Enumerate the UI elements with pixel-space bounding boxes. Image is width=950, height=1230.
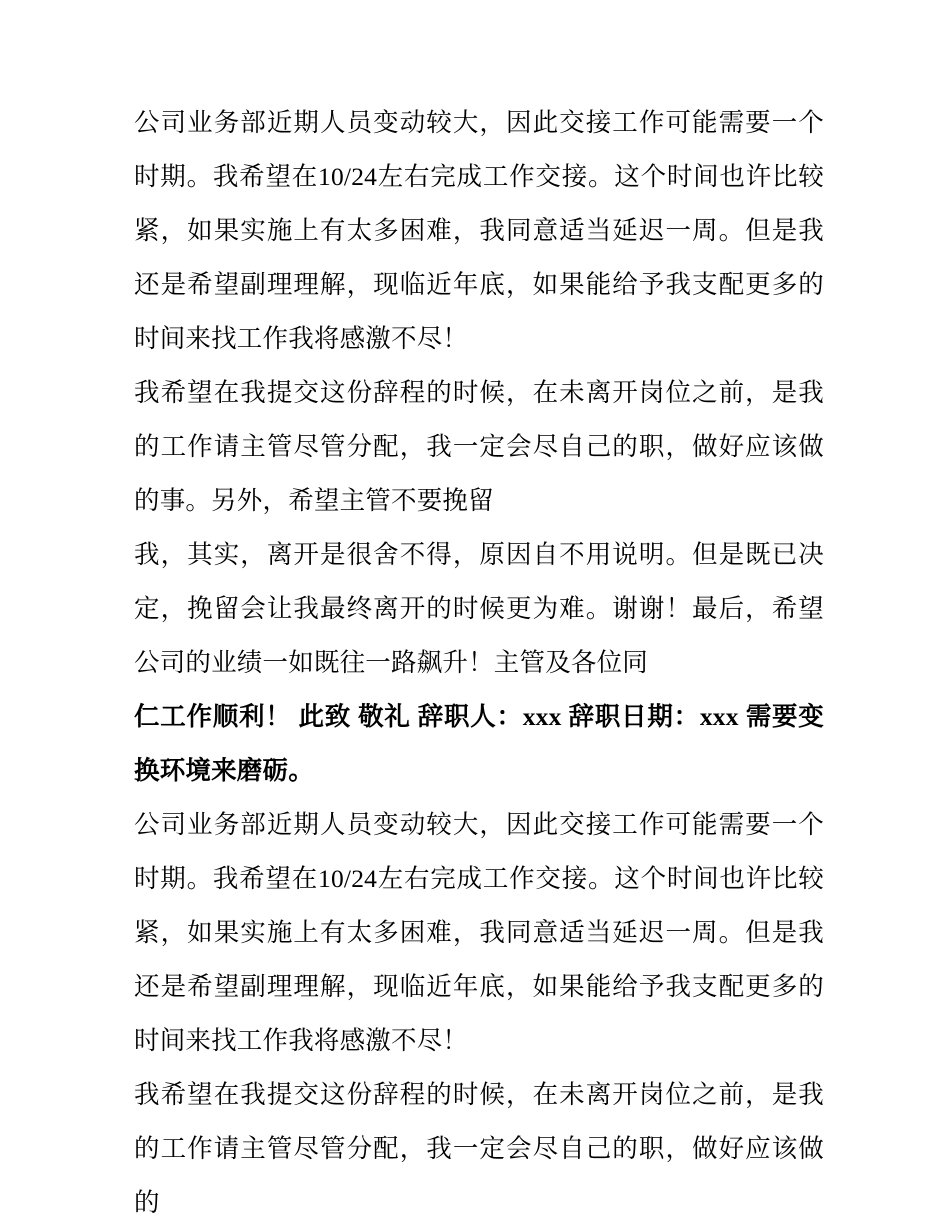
paragraph: 我，其实，离开是很舍不得，原因自不用说明。但是既已决定，挽留会让我最终离开的时候更为难。谢谢！最后，希望公司的业绩一如既往一路飙升！主管及各位同	[134, 540, 824, 677]
document-body	[134, 96, 824, 1230]
paragraph: 公司业务部近期人员变动较大，因此交接工作可能需要一个时期。我希望在10/24左右完成工作交接。这个时间也许比较紧，如果实施上有太多困难，我同意适当延迟一周。但是我还是希望副理理解，现临近年底，如果能给予我支配更多的时间来找工作我将感激不尽！	[134, 810, 824, 1055]
paragraph: 仁工作顺利！ 此致 敬礼 辞职人：xxx 辞职日期：xxx 需要变换环境来磨砺。	[134, 702, 824, 785]
paragraph: 我希望在我提交这份辞程的时候，在未离开岗位之前，是我的工作请主管尽管分配，我一定会尽自己的职，做好应该做的事。另外，希望主管不要挽留	[134, 378, 824, 515]
paragraph: 公司业务部近期人员变动较大，因此交接工作可能需要一个时期。我希望在10/24左右完成工作交接。这个时间也许比较紧，如果实施上有太多困难，我同意适当延迟一周。但是我还是希望副理理解，现临近年底，如果能给予我支配更多的时间来找工作我将感激不尽！	[134, 108, 824, 353]
paragraph: 我希望在我提交这份辞程的时候，在未离开岗位之前，是我的工作请主管尽管分配，我一定会尽自己的职，做好应该做的	[134, 1080, 824, 1217]
